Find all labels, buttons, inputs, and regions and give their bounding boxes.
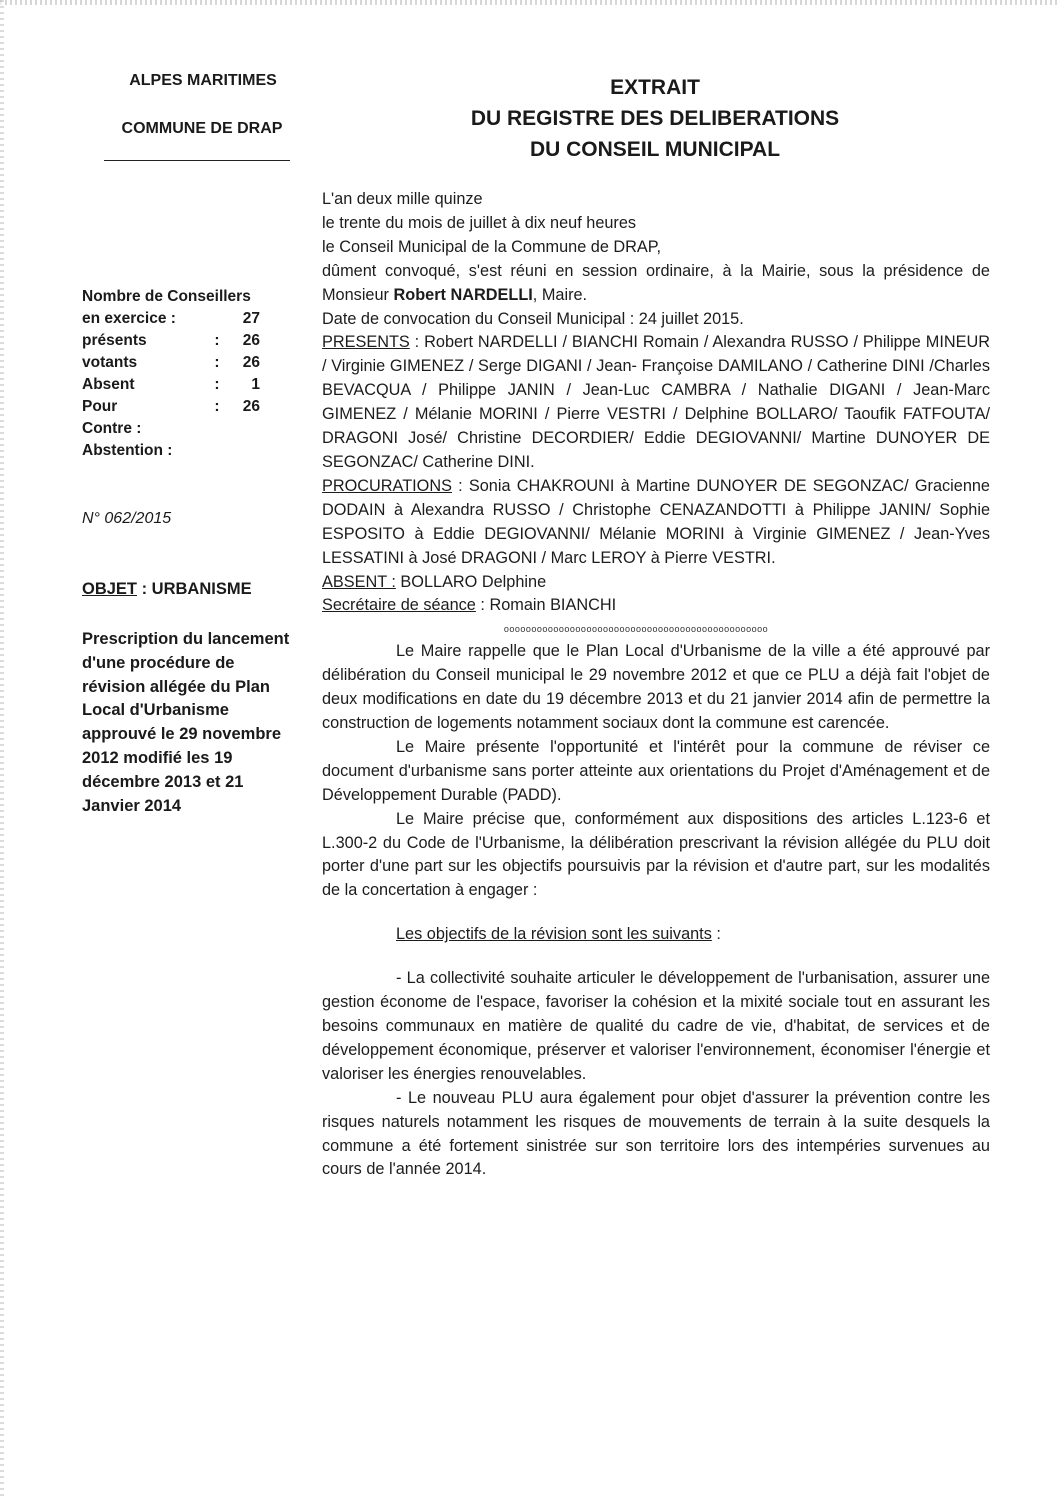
title-line-2: DU REGISTRE DES DELIBERATIONS [470,107,840,130]
procurations-label: PROCURATIONS [322,476,452,495]
stat-abstention: Abstention : [82,442,173,459]
preamble-line-1: L'an deux mille quinze [322,190,483,208]
stat-row-presents [82,330,282,352]
convocation-date: Date de convocation du Conseil Municipal : 24 juillet 2015. [322,309,744,328]
paragraph-2: Le Maire présente l'opportunité et l'intérêt pour la commune de réviser ce document d'urbanisme sans porter atteinte aux orientations du Projet d'Aménagement et de Développement Durable (PADD). [322,737,990,804]
stat-row-absent [82,374,282,396]
scan-edge-top [0,0,1058,5]
paragraph-1: Le Maire rappelle que le Plan Local d'Urbanisme de la ville a été approuvé par délibération du Conseil municipal le 29 novembre 2012 et que ce PLU a déjà fait l'objet de deux modifications en date du 19 décembre 2013 et du 21 janvier 2014 afin de permettre la construction de logements notamment sociaux dont la commune est carencée. [322,642,990,733]
mayor-name: Robert NARDELLI [393,285,533,304]
session-text-end: , Maire. [532,285,588,304]
stat-sep: : [214,332,220,349]
stat-row-pour [82,396,282,418]
preamble-line-2: le trente du mois de juillet à dix neuf heures [322,213,637,232]
absent-label: ABSENT : [322,572,396,591]
scan-edge-left [0,0,4,1496]
left-divider [104,160,290,161]
objet-line [82,580,252,599]
stat-contre: Contre : [82,420,142,437]
procurations-list [322,475,990,571]
deliberation-number: N° 062/2015 [82,510,172,527]
department-name: ALPES MARITIMES [129,72,277,89]
stat-label: en exercice : [82,310,176,327]
objet-value: : URBANISME [137,580,252,598]
objectives-heading [322,923,990,947]
document-title [440,72,870,165]
ornament-divider: oooooooooooooooooooooooooooooooooooooooooooooooo [503,624,769,635]
objectives-heading-text: Les objectifs de la révision sont les suivants [396,925,712,944]
preamble-session [322,260,990,308]
presents-text: : Robert NARDELLI / BIANCHI Romain / Alexandra RUSSO / Philippe MINEUR / Virginie GIMENEZ / Serge DIGANI / Jean- Françoise DAMILANO / Catherine DINI /Charles BEVACQUA / Philippe JANIN / Jean-Luc CAMBRA / Nathalie DIGANI / Jean-Marc GIMENEZ / Mélanie MORINI / Pierre VESTRI / Delphine BOLLARO/ Taoufik FATFOUTA/ DRAGONI José/ Christine DECORDIER/ Eddie DEGIOVANNI/ Martine DUNOYER DE SEGONZAC/ Catherine DINI. [322,333,990,471]
deliberation-subject: Prescription du lancement d'une procédure de révision allégée du Plan Local d'Urbanisme approuvé le 29 novembre 2012 modifié les 19 décembre 2013 et 21 Janvier 2014 [82,630,290,815]
title-line-3: DU CONSEIL MUNICIPAL [529,138,781,161]
main-content [322,188,990,1182]
stat-label: Pour [82,398,118,415]
secretary-line [322,594,990,618]
commune-name: COMMUNE DE DRAP [121,120,283,137]
stat-value: 26 [242,354,260,371]
stat-sep: : [214,354,220,371]
stat-label: votants [82,354,138,371]
objective-1: - La collectivité souhaite articuler le développement de l'urbanisation, assurer une gestion économe de l'espace, favoriser la cohésion et la mixité sociale tout en assurant les besoins communaux en matière de qualité du cadre de vie, d'habitat, de services et de développement économique, préserver et valoriser l'environnement, économiser l'énergie et valoriser les énergies renouvelables. [322,969,990,1083]
title-line-1: EXTRAIT [610,76,700,99]
procurations-text: : Sonia CHAKROUNI à Martine DUNOYER DE SEGONZAC/ Gracienne DODAIN à Alexandra RUSSO / Christophe CENAZANDOTTI à Philippe JANIN/ Sophie ESPOSITO à Eddie DEGIOVANNI/ Mélanie MORINI à Virginie GIMENEZ / Jean-Yves LESSATINI à José DRAGONI / Marc LEROY à Pierre VESTRI. [322,476,990,567]
stat-value: 26 [242,398,260,415]
objet-label: OBJET [82,580,138,598]
stat-row-votants [82,352,282,374]
stat-label: présents [82,332,147,349]
objective-2: - Le nouveau PLU aura également pour objet d'assurer la prévention contre les risques naturels notamment les risques de mouvements de terrain à la suite desquels la commune a été fortement sinistrée sur son territoire lors des intempéries survenues au cours de l'année 2014. [322,1088,990,1179]
session-text: dûment convoqué, s'est réuni en session ordinaire, à la Mairie, sous la présidence de Monsieur [322,261,990,304]
absent-line [322,571,990,595]
presents-label: PRESENTS [322,333,410,352]
stat-sep: : [214,398,220,415]
councillor-stats [82,286,282,462]
stat-value: 26 [242,332,260,349]
secretary-label: Secrétaire de séance [322,596,476,615]
presents-list [322,331,990,474]
preamble-line-3: le Conseil Municipal de la Commune de DRAP, [322,237,662,256]
stat-value: 27 [242,310,260,327]
stat-label: Absent [82,376,135,393]
stats-heading: Nombre de Conseillers [82,288,251,305]
secretary-text: : Romain BIANCHI [475,596,617,615]
paragraph-3: Le Maire précise que, conformément aux dispositions des articles L.123-6 et L.300-2 du Code de l'Urbanisme, la délibération prescrivant la révision allégée du PLU doit porter d'une part sur les objectifs poursuivis par la révision et d'autre part, sur les modalités de la concertation à engager : [322,809,990,900]
stat-row-exercice [82,308,282,330]
objectives-heading-suffix: : [711,925,721,944]
stat-value: 1 [251,376,260,393]
absent-text: BOLLARO Delphine [395,572,547,591]
stat-sep: : [214,376,220,393]
